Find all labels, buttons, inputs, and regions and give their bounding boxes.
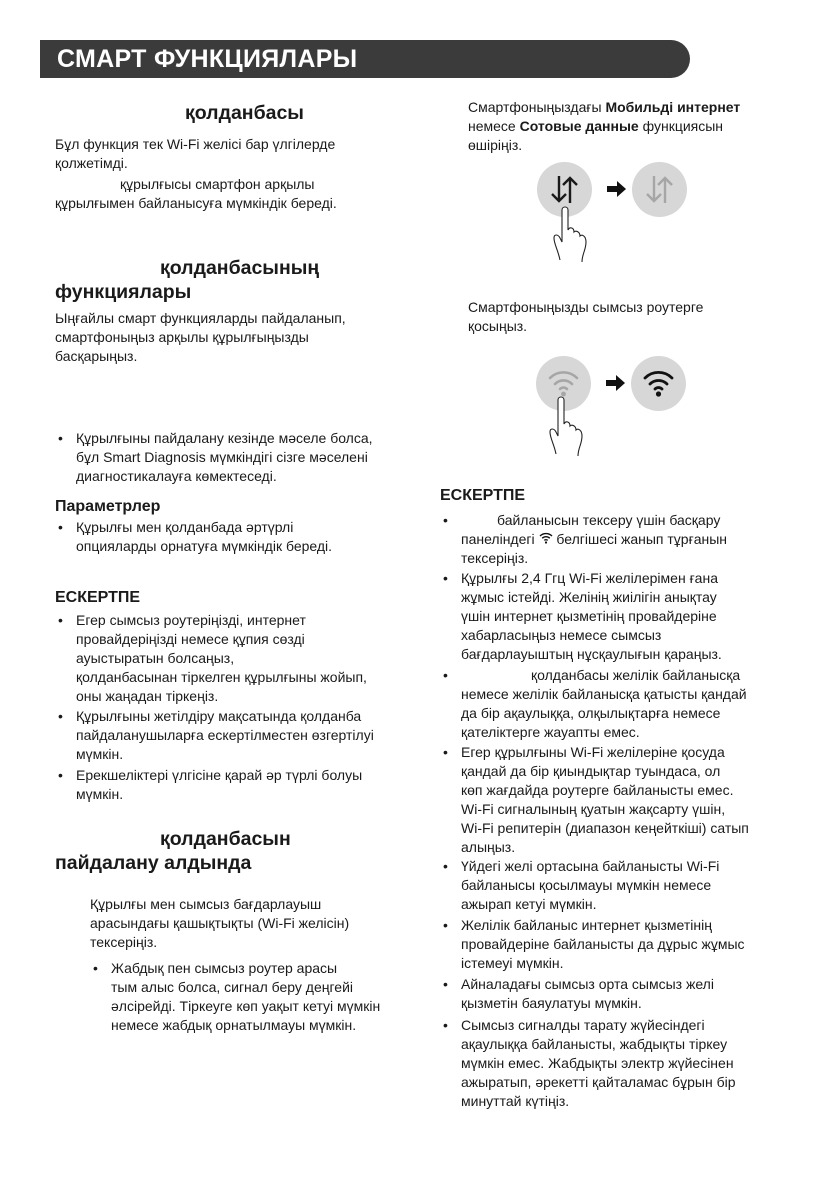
note-bullet xyxy=(443,569,803,664)
wifi-on-icon xyxy=(631,356,686,411)
functions-text: Ыңғайлы смарт функцияларды пайдаланып, смартфоныңыз арқылы құрылғыңызды басқарыңыз. xyxy=(55,310,346,364)
note-bullet xyxy=(443,857,803,914)
mobile-data-off-icon xyxy=(632,162,687,217)
before-heading-1: қолданбасын xyxy=(160,828,291,850)
bullet-dot: • xyxy=(443,917,448,933)
bullet-dot: • xyxy=(58,767,63,783)
note1-c: белгішесі жанып тұрғанын xyxy=(556,531,728,547)
note-text: Құрылғы 2,4 Ггц Wi-Fi желілерімен ғана жұмыс істейді. Желінің жиілігін анықтау үшін интернет қызметінің провайдеріне хабарласыңыз немесе сымсыз бағдарлауыштың нұсқаулығын қараңыз. xyxy=(461,570,722,662)
note1-d: тексеріңіз. xyxy=(461,550,529,566)
note-text: Егер құрылғыны Wi-Fi желілеріне қосуда қандай да бір қиындықтар туындаса, ол көп жағдайда роутерге байланысты емес. Wi-Fi сигналының қуатын жақсарту үшін, Wi-Fi репитерін (диапазон кеңейткіші) сатып алыңыз. xyxy=(461,744,749,855)
note-bullet xyxy=(443,666,803,742)
bullet-dot: • xyxy=(58,519,63,535)
intro-text-1: Бұл функция тек Wi-Fi желісі бар үлгілерде қолжетімді. xyxy=(55,136,336,171)
bullet-dot: • xyxy=(58,430,63,446)
section-title: СМАРТ ФУНКЦИЯЛАРЫ xyxy=(57,45,358,73)
before-heading-2: пайдалану алдында xyxy=(55,852,252,874)
params-text: Құрылғы мен қолданбада әртүрлі опцияларды орнатуға мүмкіндік береді. xyxy=(76,519,333,554)
note-bullet xyxy=(443,916,803,973)
before-bullet xyxy=(93,959,433,1035)
mobile-internet-label: Мобильді интернет xyxy=(605,99,741,115)
note-text-cont: немесе желілік байланысқа қатысты қандай да бір ақаулыққа, олқылықтарға немесе қателіктерге жауапты емес. xyxy=(461,686,747,740)
diagnosis-bullet xyxy=(58,429,418,486)
bullet-dot: • xyxy=(443,858,448,874)
before-bullet-text: Жабдық пен сымсыз роутер арасы тым алыс болса, сигнал беру деңгейі әлсірейді. Тіркеуге көп уақыт кетуі мүмкін немесе жабдық орнатылмауы мүмкін. xyxy=(111,960,381,1033)
step1-end: өшіріңіз. xyxy=(468,137,523,153)
note1-a: байланысын тексеру үшін басқару xyxy=(497,512,721,528)
bullet-dot: • xyxy=(443,976,448,992)
note-bullet xyxy=(58,611,418,706)
note-text: Ерекшеліктері үлгісіне қарай әр түрлі болуы мүмкін. xyxy=(76,767,363,802)
bullet-dot: • xyxy=(443,744,448,760)
intro-text-2a: құрылғысы смартфон арқылы xyxy=(120,176,315,192)
bullet-dot: • xyxy=(443,1017,448,1033)
params-heading: Параметрлер xyxy=(55,498,161,515)
note-text: Айналадағы сымсыз орта сымсыз желі қызметін баяулатуы мүмкін. xyxy=(461,976,714,1011)
intro-text-2b: құрылғымен байланысуға мүмкіндік береді. xyxy=(55,195,337,211)
step1-text xyxy=(468,98,788,155)
note-bullet xyxy=(58,707,418,764)
bullet-dot: • xyxy=(443,570,448,586)
note-bullet xyxy=(443,1016,803,1111)
bullet-dot: • xyxy=(93,960,98,976)
step2-text: Смартфоныңызды сымсыз роутерге қосыңыз. xyxy=(468,299,704,334)
section-title-banner xyxy=(40,40,690,78)
note-text: Құрылғыны жетілдіру мақсатында қолданба пайдаланушыларға ескертілместен өзгертілуі мүмкін. xyxy=(76,708,374,762)
mobile-data-illustration xyxy=(537,162,697,262)
hand-tap-icon xyxy=(548,394,588,456)
note-heading-right: ЕСКЕРТПЕ xyxy=(440,487,526,504)
note-text: Егер сымсыз роутеріңізді, интернет провайдеріңізді немесе құпия сөзді ауыстыратын болсаңыз, қолданбасынан тіркелген құрылғыны жойып, оны жаңадан тіркеңіз. xyxy=(76,612,367,704)
step1-post: функциясын xyxy=(638,118,724,134)
functions-heading-2: функциялары xyxy=(55,281,192,303)
note-text: Сымсыз сигналды тарату жүйесіндегі ақаулыққа байланысты, жабдықты тіркеу мүмкін емес. Жабдықты электр жүйесінен ажыратып, әрекетті қайталамас бұрын бір минуттай күтіңіз. xyxy=(461,1017,736,1109)
note-text xyxy=(461,511,803,568)
functions-heading-1: қолданбасының xyxy=(160,257,320,279)
bullet-dot: • xyxy=(443,667,448,683)
bullet-dot: • xyxy=(58,708,63,724)
step1-mid: немесе xyxy=(468,118,520,134)
note-bullet xyxy=(443,511,803,568)
note-text: қолданбасы желілік байланысқа xyxy=(531,667,741,683)
bullet-dot: • xyxy=(58,612,63,628)
before-text: Құрылғы мен сымсыз бағдарлауыш арасындағы қашықтықты (Wi-Fi желісін) тексеріңіз. xyxy=(90,896,350,950)
wifi-icon xyxy=(539,531,553,544)
diagnosis-text: Құрылғыны пайдалану кезінде мәселе болса, бұл Smart Diagnosis мүмкіндігі сізге мәселені диагностикалауға көмектеседі. xyxy=(76,430,373,484)
arrow-right-icon xyxy=(606,375,626,396)
step1-pre: Смартфоныңыздағы xyxy=(468,99,606,115)
note-bullet xyxy=(443,975,803,1013)
note-text: Үйдегі желі ортасына байланысты Wi-Fi байланысы қосылмауы мүмкін немесе ажырап кетуі мүмкін. xyxy=(461,858,720,912)
note-bullet xyxy=(443,743,803,857)
wifi-illustration xyxy=(536,356,696,456)
arrow-right-icon xyxy=(607,181,627,202)
cellular-data-label: Сотовые данные xyxy=(519,118,639,134)
note-bullet xyxy=(58,766,418,804)
hand-tap-icon xyxy=(552,204,592,264)
note1-b: панеліндегі xyxy=(461,531,535,547)
note-text: Желілік байланыс интернет қызметінің провайдеріне байланысты да дұрыс жұмыс істемеуі мүмкін. xyxy=(461,917,745,971)
note-heading-left: ЕСКЕРТПЕ xyxy=(55,589,141,606)
app-heading: қолданбасы xyxy=(185,102,304,124)
params-bullet xyxy=(58,518,418,556)
bullet-dot: • xyxy=(443,512,448,528)
